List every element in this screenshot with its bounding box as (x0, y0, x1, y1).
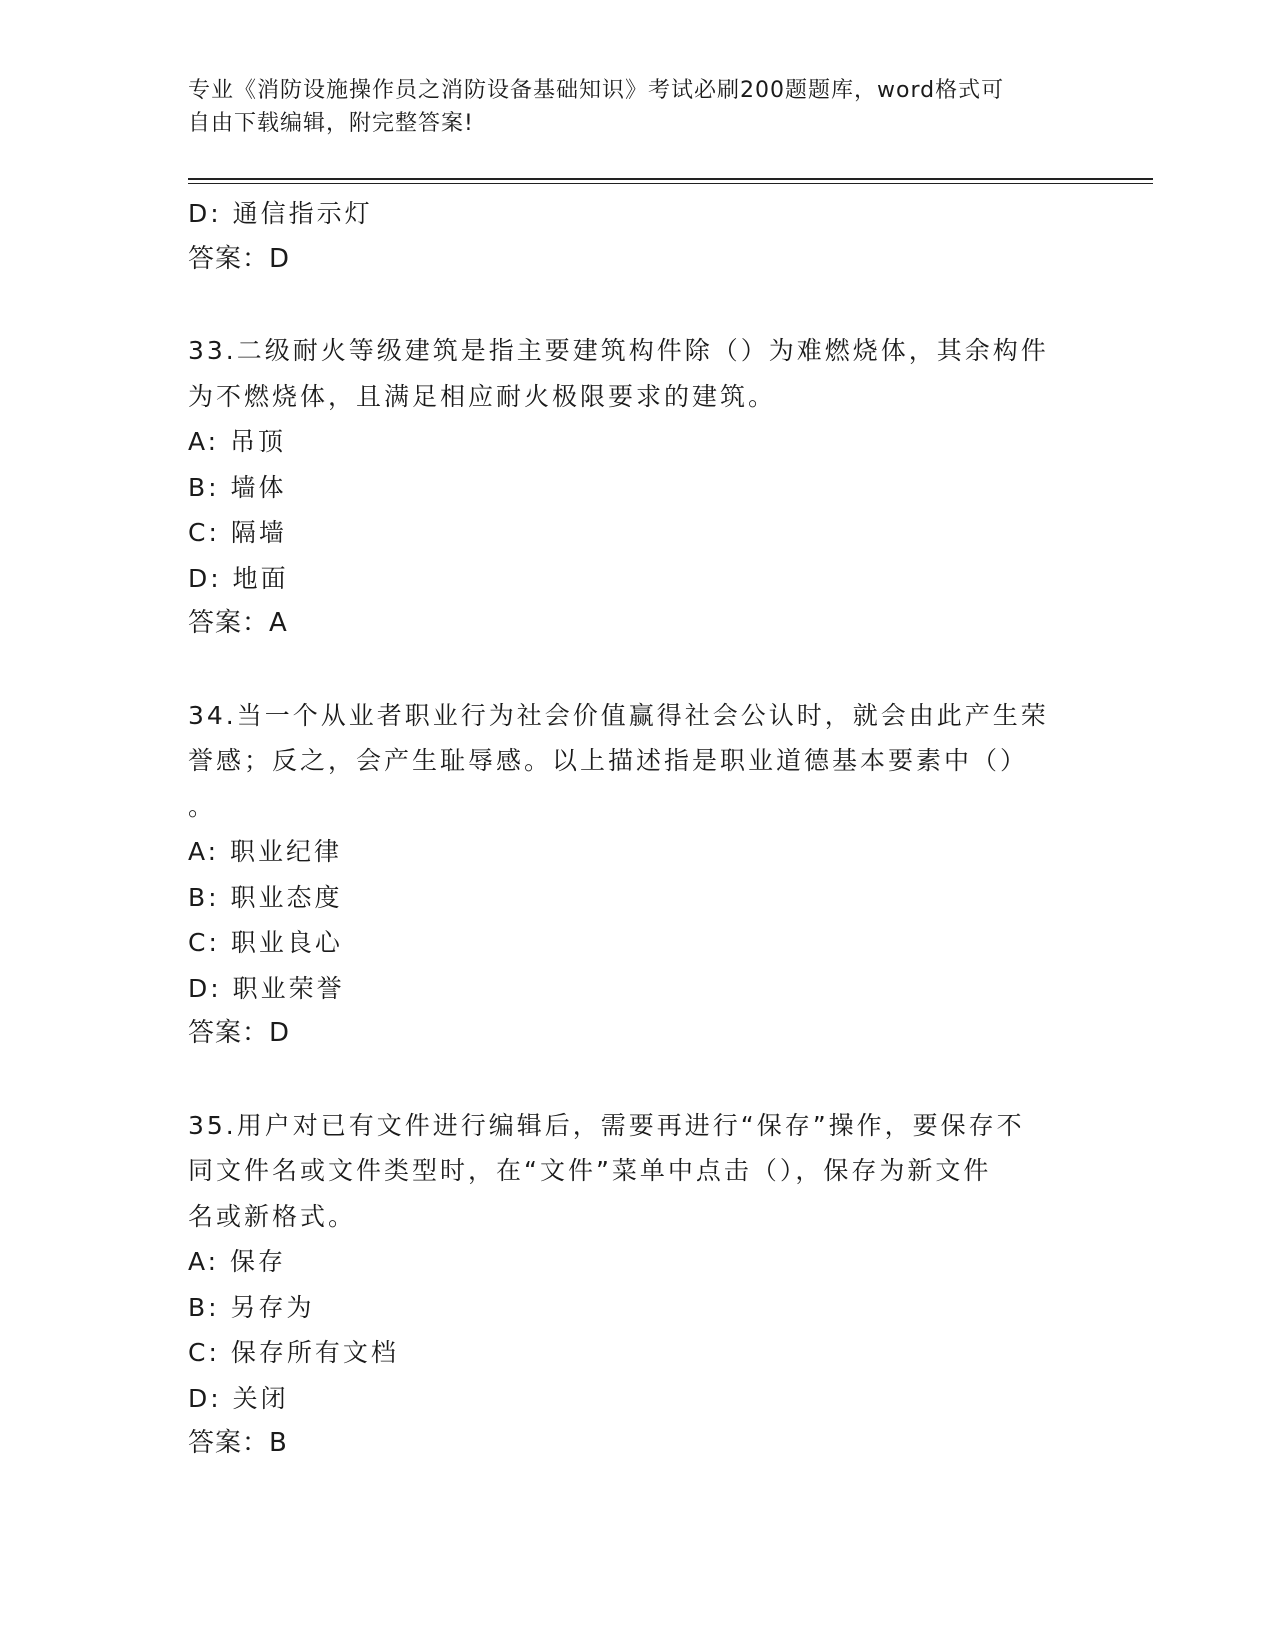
answer: 答案：A (188, 608, 288, 638)
option-d: D: 通信指示灯 (188, 199, 373, 228)
question-stem-line: 同文件名或文件类型时，在“文件”菜单中点击（），保存为新文件 (188, 1156, 992, 1185)
option-b: B: 职业态度 (188, 882, 343, 912)
question-stem-line: 35.用户对已有文件进行编辑后，需要再进行“保存”操作，要保存不 (188, 1110, 1025, 1140)
header-line-2: 自由下载编辑，附完整答案! (188, 111, 474, 136)
question-35 (188, 1103, 1078, 1467)
option-d: D: 关闭 (188, 1383, 289, 1413)
option-c: C: 隔墙 (188, 518, 287, 547)
option-d: D: 地面 (188, 563, 289, 593)
option-a: A: 吊顶 (188, 427, 287, 456)
option-a: A: 保存 (188, 1247, 287, 1276)
answer: 答案：D (188, 243, 291, 274)
question-list (188, 191, 1078, 1467)
question-32-tail (188, 191, 1078, 282)
question-stem-line: 名或新格式。 (188, 1201, 357, 1231)
header-rule-thin (188, 183, 1153, 184)
header-rule-thick (188, 178, 1153, 180)
option-a: A: 职业纪律 (188, 837, 343, 866)
question-stem-line: 为不燃烧体，且满足相应耐火极限要求的建筑。 (188, 381, 777, 411)
answer: 答案：D (188, 1018, 291, 1048)
spacer (188, 1057, 1078, 1103)
document-header (188, 74, 1088, 140)
answer: 答案：B (188, 1428, 288, 1458)
question-stem-line: 誉感；反之，会产生耻辱感。以上描述指是职业道德基本要素中（） (188, 746, 1029, 775)
option-c: C: 保存所有文档 (188, 1338, 399, 1367)
option-b: B: 墙体 (188, 472, 287, 502)
question-stem-line: 。 (188, 791, 217, 821)
spacer (188, 282, 1078, 328)
spacer (188, 647, 1078, 693)
question-34 (188, 693, 1078, 1057)
option-c: C: 职业良心 (188, 928, 343, 957)
header-line-1: 专业《消防设施操作员之消防设备基础知识》考试必刷200题题库，word格式可 (188, 78, 1005, 103)
option-d: D: 职业荣誉 (188, 973, 345, 1003)
question-stem-line: 34.当一个从业者职业行为社会价值赢得社会公认时，就会由此产生荣 (188, 700, 1049, 730)
option-b: B: 另存为 (188, 1292, 315, 1322)
question-33 (188, 328, 1078, 647)
question-stem-line: 33.二级耐火等级建筑是指主要建筑构件除（）为难燃烧体，其余构件 (188, 336, 1049, 365)
